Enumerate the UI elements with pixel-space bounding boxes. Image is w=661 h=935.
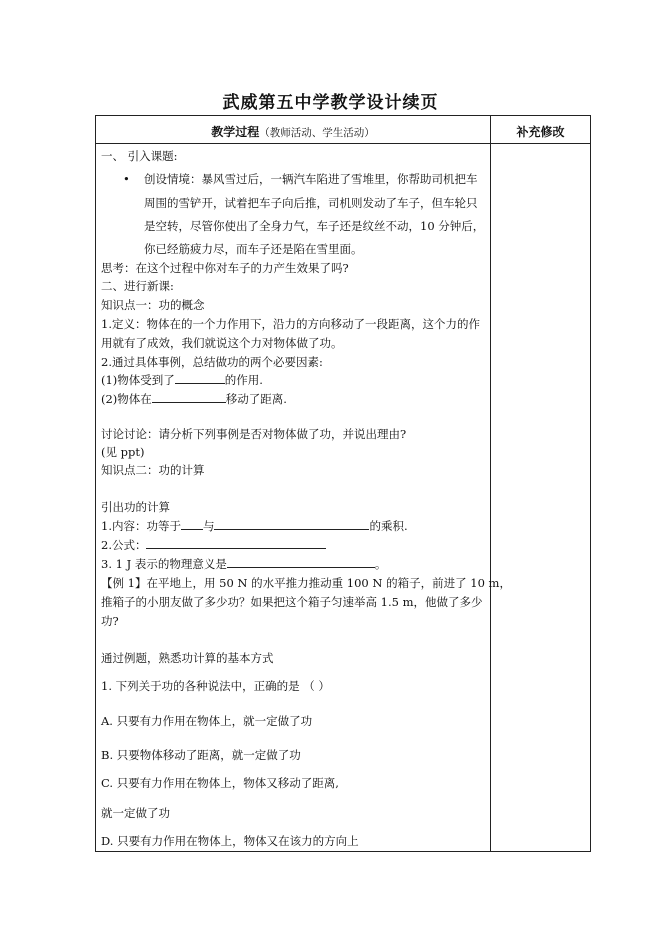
option-a: A. 只要有力作用在物体上，就一定做了功 [101,714,313,728]
content-blank-2 [214,517,369,530]
section-new-lesson: 二、进行新课: [101,279,174,293]
content-text-c: 的乘积. [369,519,408,533]
factor-2-text-b: 移动了距离. [225,392,287,406]
example-1-line-3: 功? [101,614,119,628]
factors-intro: 2.通过具体事例，总结做功的两个必要因素: [101,355,323,369]
factor-1 [101,371,263,389]
definition-line-2: 用就有了成效，我们就说这个力对物体做了功。 [101,336,343,350]
content-text-a: 1.内容：功等于 [101,519,181,533]
header-teaching-process [96,123,490,140]
think-question: 思考：在这个过程中你对车子的力产生效果了吗? [101,261,349,275]
factor-1-text-b: 的作用. [224,373,263,387]
factor-2-blank [152,390,226,403]
header-divider [96,143,590,144]
formula-label: 2.公式： [101,538,147,552]
factor-1-text-a: (1)物体受到了 [101,373,175,387]
scenario-line-4: 你已经筋疲力尽，而车子还是陷在雪里面。 [144,242,363,256]
example-1-line-2: 推箱子的小朋友做了多少功？如果把这个箱子匀速举高 1.5 m，他做了多少 [101,595,483,609]
column-divider [490,116,491,851]
definition-line-1: 1.定义：物体在的一个力作用下，沿力的方向移动了一段距离，这个力的作 [101,317,480,331]
formula-line [101,536,326,554]
content-line [101,517,408,535]
content-text-b: 与 [202,519,215,533]
option-c-cont: 就一定做了功 [101,806,170,820]
joule-meaning-blank [227,555,375,568]
scenario-line-1: 创设情境：暴风雪过后，一辆汽车陷进了雪堆里，你帮助司机把车 [144,172,478,186]
see-ppt: (见 ppt) [101,445,145,459]
factor-2-text-a: (2)物体在 [101,392,152,406]
header-supplement: 补充修改 [516,125,565,139]
joule-meaning-text: 3. 1 J 表示的物理意义是 [101,557,227,571]
example-1-line-1: 【例 1】在平地上，用 50 N 的水平推力推动重 100 N 的箱子，前进了 10 m， [101,576,511,590]
lesson-table [95,115,591,852]
factor-2 [101,390,287,408]
header-teaching-process-label: 教学过程 [211,125,260,139]
practice-intro: 通过例题，熟悉功计算的基本方式 [101,651,274,665]
knowledge-point-1: 知识点一：功的概念 [101,298,205,312]
question-1: 1. 下列关于功的各种说法中，正确的是 （ ） [101,679,330,693]
bullet-icon: • [123,172,130,186]
joule-meaning-line [101,555,386,573]
content-blank-1 [181,517,203,530]
formula-blank [146,536,326,549]
scenario-line-3: 是空转，尽管你使出了全身力气，车子还是纹丝不动，10 分钟后， [144,219,485,233]
knowledge-point-2: 知识点二：功的计算 [101,463,205,477]
scenario-line-2: 周围的雪铲开，试着把车子向后推，司机则发动了车子，但车轮只 [144,196,478,210]
work-calc-intro: 引出功的计算 [101,500,170,514]
discussion-line: 讨论讨论：请分析下列事例是否对物体做了功，并说出理由? [101,427,407,441]
header-teaching-process-sub: （教师活动、学生活动） [259,127,375,139]
page-title: 武威第五中学教学设计续页 [222,93,439,113]
section-intro: 一、 引入课题: [101,149,178,163]
joule-meaning-end: 。 [374,557,387,571]
factor-1-blank [175,371,225,384]
option-c: C. 只要有力作用在物体上，物体又移动了距离, [101,776,339,790]
option-b: B. 只要物体移动了距离，就一定做了功 [101,748,301,762]
option-d: D. 只要有力作用在物体上，物体又在该力的方向上 [101,834,359,848]
